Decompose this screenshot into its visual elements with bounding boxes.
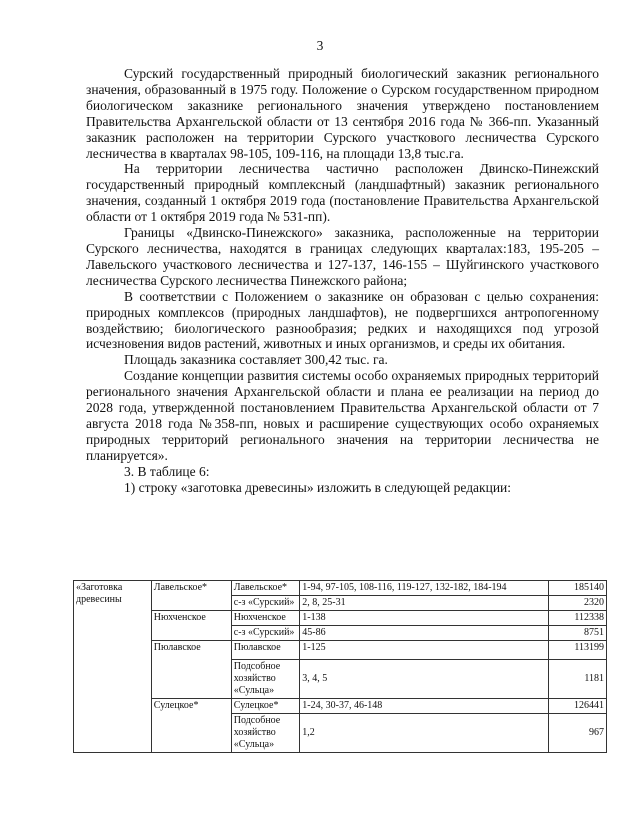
district-cell: Подсобное хозяйство «Сульца» <box>231 714 300 753</box>
forestry-cell: Нюхченское <box>151 611 231 641</box>
page-number: 3 <box>316 38 324 53</box>
table-row <box>74 581 607 596</box>
table-row <box>74 699 607 714</box>
harvesting-table <box>73 580 607 753</box>
area-cell: 967 <box>549 714 607 753</box>
quarters-cell: 45-86 <box>300 626 549 641</box>
district-cell: Лавельское* <box>231 581 300 596</box>
table-row <box>74 611 607 626</box>
quarters-cell: 1-138 <box>300 611 549 626</box>
area-cell: 8751 <box>549 626 607 641</box>
document-body <box>86 66 599 495</box>
district-cell: Нюхченское <box>231 611 300 626</box>
area-cell: 185140 <box>549 581 607 596</box>
area-cell: 112338 <box>549 611 607 626</box>
forestry-cell: Лавельское* <box>151 581 231 611</box>
quarters-cell: 1-24, 30-37, 46-148 <box>300 699 549 714</box>
quarters-cell: 1,2 <box>300 714 549 753</box>
forestry-cell: Сулецкое* <box>151 699 231 753</box>
forestry-cell: Пюлавское <box>151 641 231 699</box>
quarters-cell: 1-94, 97-105, 108-116, 119-127, 132-182, 184-194 <box>300 581 549 596</box>
district-cell: с-з «Сурский» <box>231 626 300 641</box>
district-cell: Пюлавское <box>231 641 300 660</box>
paragraph-reserve-purpose: В соответствии с Положением о заказнике он образован с целью сохранения: природных комплексов (природных ландшафтов), не подвергшихся антропогенному воздействию; биологического разнообразия; редких и находящихся под угрозой исчезновения видов растений, животных и иных организмов, и среды их обитания. <box>86 288 599 352</box>
activity-cell: «Заготовка древесины <box>74 581 152 753</box>
paragraph-row-instruction: 1) строку «заготовка древесины» изложить в следующей редакции: <box>124 479 512 495</box>
paragraph-table-intro: 3. В таблице 6: <box>124 463 210 479</box>
paragraph-concept: Создание концепции развития системы особо охраняемых природных территорий регионального значения Архангельской области и плана ее реализации на период до 2028 года, утвержденной постановлением Правительства Архангельской области от 7 августа 2018 года №358-пп, новых и расширение существующих особо охраняемых природных территорий регионального значения на территории лесничества не планируется». <box>86 368 599 463</box>
area-cell: 126441 <box>549 699 607 714</box>
area-cell: 2320 <box>549 596 607 611</box>
paragraph-sursky-reserve: Сурский государственный природный биологический заказник регионального значения, образованный в 1975 году. Положение о Сурском государственном природном биологическом заказнике регионального значения утверждено постановлением Правительства Архангельской области от 13 сентября 2016 года № 366-пп. Указанный заказник расположен на территории Сурского участкового лесничества Сурского лесничества в кварталах 98-105, 109-116, на площади 13,8 тыс.га. <box>86 66 599 161</box>
quarters-cell: 2, 8, 25-31 <box>300 596 549 611</box>
district-cell: Сулецкое* <box>231 699 300 714</box>
table-row <box>74 641 607 660</box>
paragraph-reserve-area: Площадь заказника составляет 300,42 тыс. га. <box>124 352 388 368</box>
area-cell: 113199 <box>549 641 607 660</box>
paragraph-dvinsko-pinezhsky: На территории лесничества частично расположен Двинско-Пинежский государственный природный комплексный (ландшафтный) заказник регионального значения, созданный 1 октября 2019 года (постановление Правительства Архангельской области от 1 октября 2019 года № 531-пп). <box>86 161 599 225</box>
district-cell: Подсобное хозяйство «Сульца» <box>231 660 300 699</box>
area-cell: 1181 <box>549 660 607 699</box>
quarters-cell: 3, 4, 5 <box>300 660 549 699</box>
paragraph-reserve-boundaries: Границы «Двинско-Пинежского» заказника, расположенные на территории Сурского лесничества, находятся в границах следующих кварталах:183, 195-205 – Лавельского участкового лесничества и 127-137, 146-155 – Шуйгинского участкового лесничества Сурского лесничества Пинежского района; <box>86 225 599 288</box>
district-cell: с-з «Сурский» <box>231 596 300 611</box>
quarters-cell: 1-125 <box>300 641 549 660</box>
